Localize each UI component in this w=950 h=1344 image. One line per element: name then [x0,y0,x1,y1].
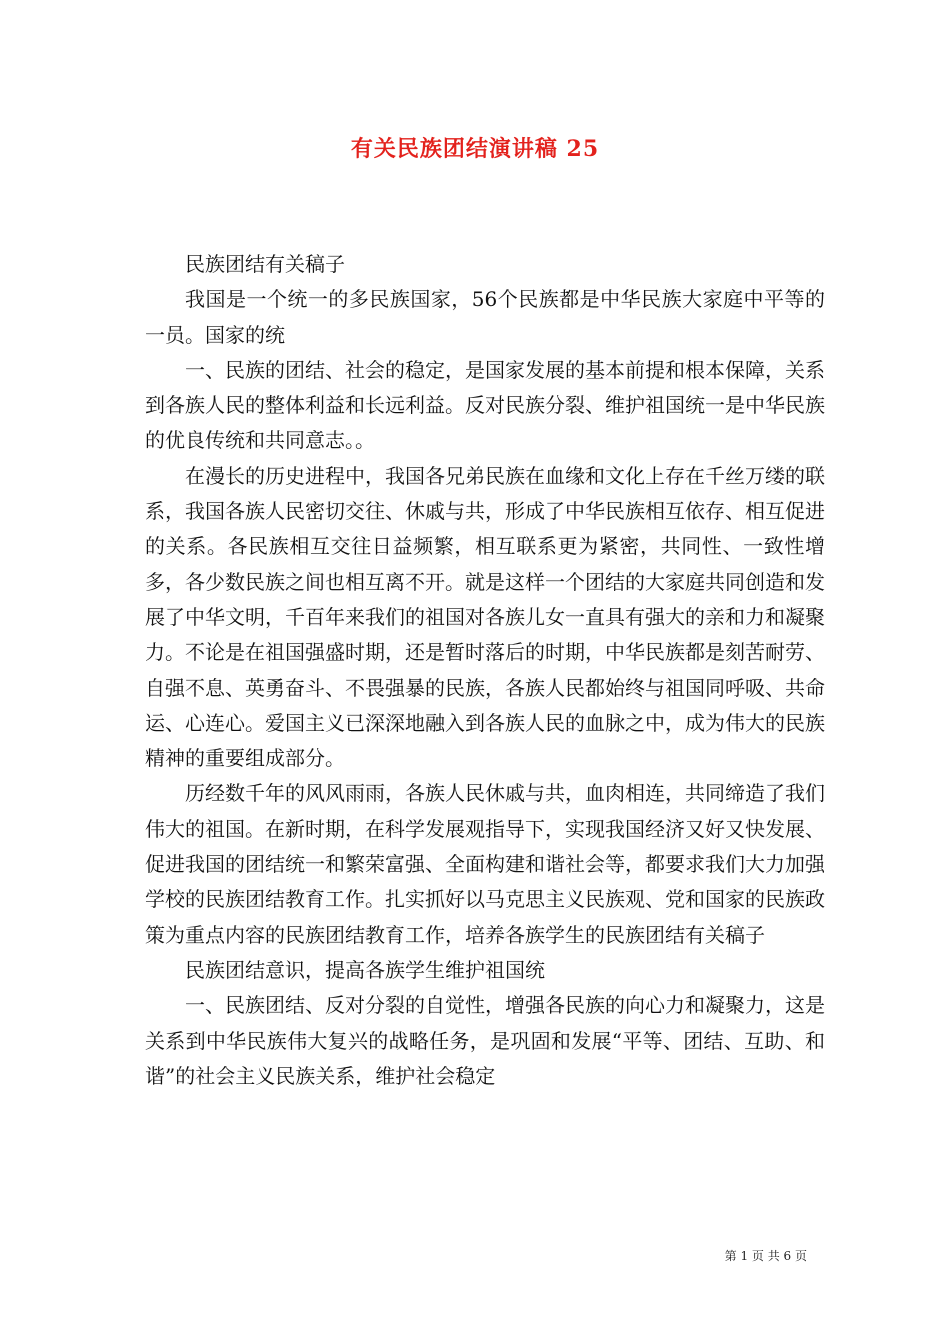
document-title: 有关民族团结演讲稿 25 [350,136,600,162]
paragraph: 民族团结意识，提高各族学生维护祖国统 [185,957,545,982]
paragraph: 一、民族团结、反对分裂的自觉性，增强各民族的向心力和凝聚力，这是关系到中华民族伟大复兴的战略任务，是巩固和发展“平等、团结、互助、和谐”的社会主义民族关系，维护社会稳定 [145,993,825,1088]
paragraph: 一、民族的团结、社会的稳定，是国家发展的基本前提和根本保障，关系到各族人民的整体利益和长远利益。反对民族分裂、维护祖国统一是中华民族的优良传统和共同意志。。 [145,357,825,453]
paragraph: 我国是一个统一的多民族国家，56个民族都是中华民族大家庭中平等的一员。国家的统 [145,287,825,347]
document-body [145,247,825,1094]
paragraph: 民族团结有关稿子 [185,252,345,276]
paragraph: 历经数千年的风风雨雨，各族人民休戚与共，血肉相连，共同缔造了我们伟大的祖国。在新时期，在科学发展观指导下，实现我国经济又好又快发展、促进我国的团结统一和繁荣富强、全面构建和谐社会等，都要求我们大力加强学校的民族团结教育工作。扎实抓好以马克思主义民族观、党和国家的民族政策为重点内容的民族团结教育工作，培养各族学生的民族团结有关稿子 [145,781,825,947]
page-number-footer: 第 1 页 共 6 页 [724,1249,807,1263]
paragraph: 在漫长的历史进程中，我国各兄弟民族在血缘和文化上存在千丝万缕的联系，我国各族人民密切交往、休戚与共，形成了中华民族相互依存、相互促进的关系。各民族相互交往日益频繁，相互联系更为紧密，共同性、一致性增多，各少数民族之间也相互离不开。就是这样一个团结的大家庭共同创造和发展了中华文明，千百年来我们的祖国对各族儿女一直具有强大的亲和力和凝聚力。不论是在祖国强盛时期，还是暂时落后的时期，中华民族都是刻苦耐劳、自强不息、英勇奋斗、不畏强暴的民族，各族人民都始终与祖国同呼吸、共命运、心连心。爱国主义已深深地融入到各族人民的血脉之中，成为伟大的民族精神的重要组成部分。 [145,463,825,771]
